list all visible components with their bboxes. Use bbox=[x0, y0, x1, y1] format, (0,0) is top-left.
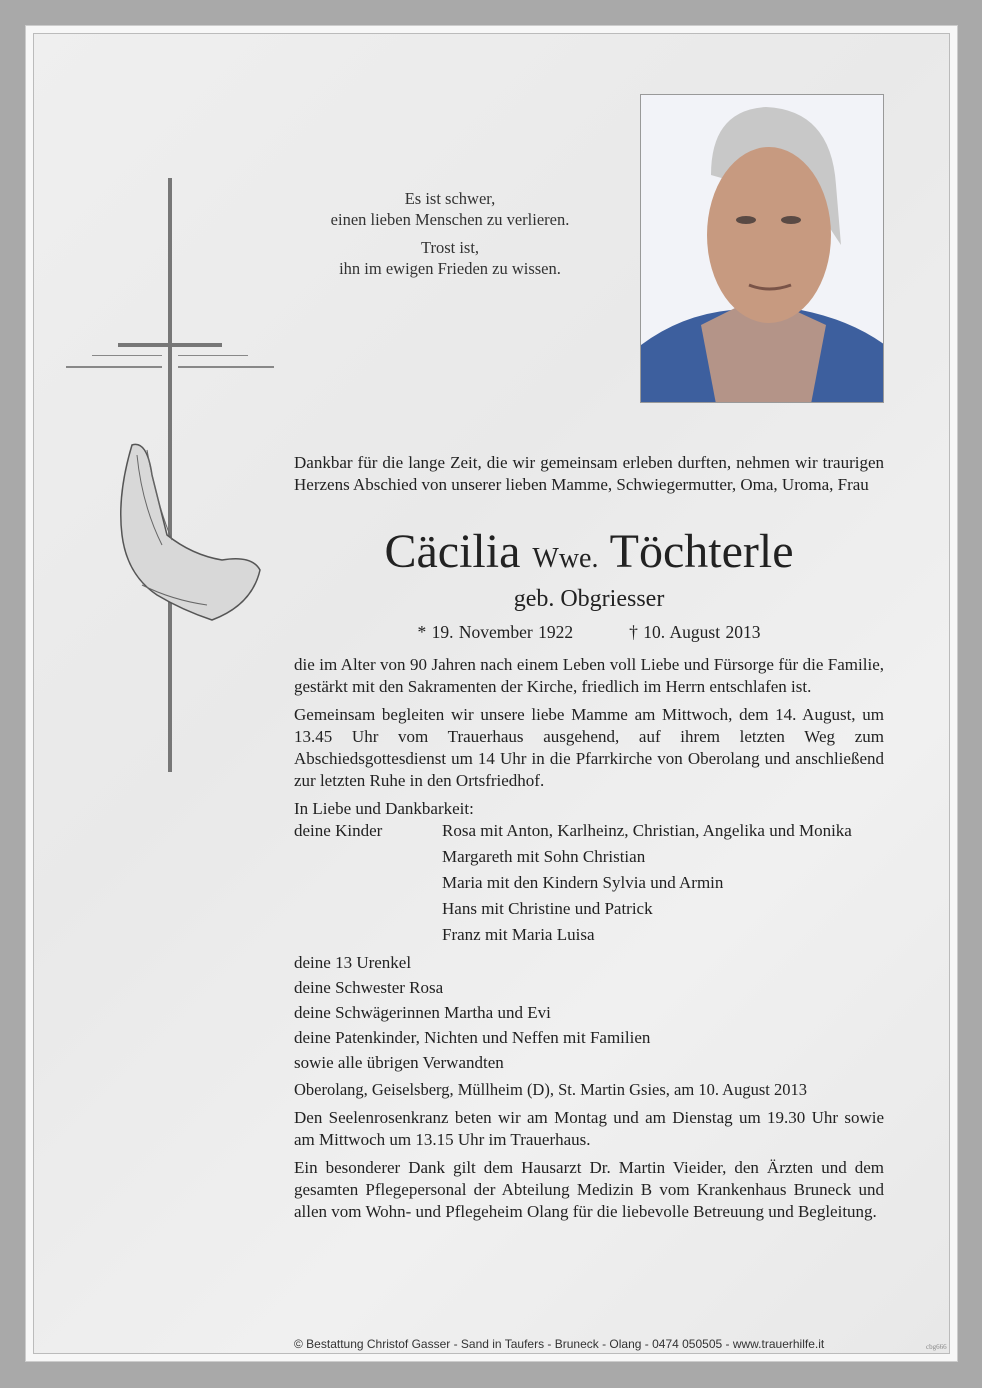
verse-line: Trost ist, bbox=[420, 238, 480, 257]
paragraph: Gemeinsam begleiten wir unsere liebe Mamme am Mittwoch, dem 14. August, um 13.45 Uhr vom Trauerhaus ausgehend, auf ihrem letzten Weg zum Abschiedsgottesdienst um 14 Uhr in die Pfarrkirche von Oberolang und anschließend zur letzten Ruhe in den Ortsfriedhof. bbox=[294, 705, 884, 790]
mourner-item: deine Schwester Rosa bbox=[294, 978, 444, 997]
verse-1 bbox=[280, 188, 620, 230]
children-label: deine Kinder bbox=[294, 821, 383, 840]
first-name: Cäcilia bbox=[384, 525, 521, 578]
death-date: † 10. August 2013 bbox=[629, 622, 761, 642]
birth-date: * 19. November 1922 bbox=[417, 622, 574, 642]
mourner-item: deine Schwägerinnen Martha und Evi bbox=[294, 1003, 551, 1022]
child-item: Hans mit Christine und Patrick bbox=[442, 899, 653, 918]
other-mourners bbox=[294, 950, 884, 1075]
child-item: Rosa mit Anton, Karlheinz, Christian, Angelika und Monika bbox=[442, 821, 852, 840]
praying-hands-icon bbox=[112, 435, 264, 625]
rosary-text: Den Seelenrosenkranz beten wir am Montag und am Dienstag um 19.30 Uhr sowie am Mittwoch um 13.15 Uhr im Trauerhaus. bbox=[294, 1108, 884, 1149]
children-list bbox=[294, 820, 884, 946]
portrait-photo bbox=[640, 94, 884, 403]
last-name: Töchterle bbox=[609, 525, 794, 578]
intro-text: Dankbar für die lange Zeit, die wir gemeinsam erleben durften, nehmen wir traurigen Herzens Abschied von unserer lieben Mamme, Schwiegermutter, Oma, Uroma, Frau bbox=[294, 453, 884, 494]
title-wwe: Wwe. bbox=[532, 543, 599, 574]
paragraph: die im Alter von 90 Jahren nach einem Leben voll Liebe und Fürsorge für die Familie, gestärkt mit den Sakramenten der Kirche, friedlich im Herrn entschlafen ist. bbox=[294, 655, 884, 696]
child-item: Margareth mit Sohn Christian bbox=[442, 847, 646, 866]
mourners-heading: In Liebe und Dankbarkeit: bbox=[294, 799, 474, 818]
thanks-text: Ein besonderer Dank gilt dem Hausarzt Dr. Martin Vieider, den Ärzten und dem gesamten Pflegepersonal der Abteilung Medizin B vom Krankenhaus Bruneck und allen vom Wohn- und Pflegeheim Olang für die liebevolle Betreuung und Begleitung. bbox=[294, 1158, 884, 1221]
main-text bbox=[294, 654, 884, 1229]
birth-name: geb. Obgriesser bbox=[513, 586, 665, 612]
footer-credit: © Bestattung Christof Gasser - Sand in Taufers - Bruneck - Olang - 0474 050505 - www.trauerhilfe.it bbox=[294, 1337, 825, 1351]
verse-line: ihn im ewigen Frieden zu wissen. bbox=[339, 259, 561, 278]
verse-line: einen lieben Menschen zu verlieren. bbox=[330, 210, 570, 229]
child-item: Maria mit den Kindern Sylvia und Armin bbox=[442, 873, 724, 892]
place-date: Oberolang, Geiselsberg, Müllheim (D), St. Martin Gsies, am 10. August 2013 bbox=[294, 1080, 807, 1099]
child-item: Franz mit Maria Luisa bbox=[442, 925, 595, 944]
verse-line: Es ist schwer, bbox=[404, 189, 496, 208]
document-code: cbg666 bbox=[926, 1343, 947, 1351]
life-dates bbox=[294, 622, 884, 643]
mourner-item: deine 13 Urenkel bbox=[294, 953, 412, 972]
mourner-item: deine Patenkinder, Nichten und Neffen mit Familien bbox=[294, 1028, 651, 1047]
verse-2 bbox=[280, 237, 620, 279]
deceased-name bbox=[294, 522, 884, 589]
mourner-item: sowie alle übrigen Verwandten bbox=[294, 1053, 504, 1072]
